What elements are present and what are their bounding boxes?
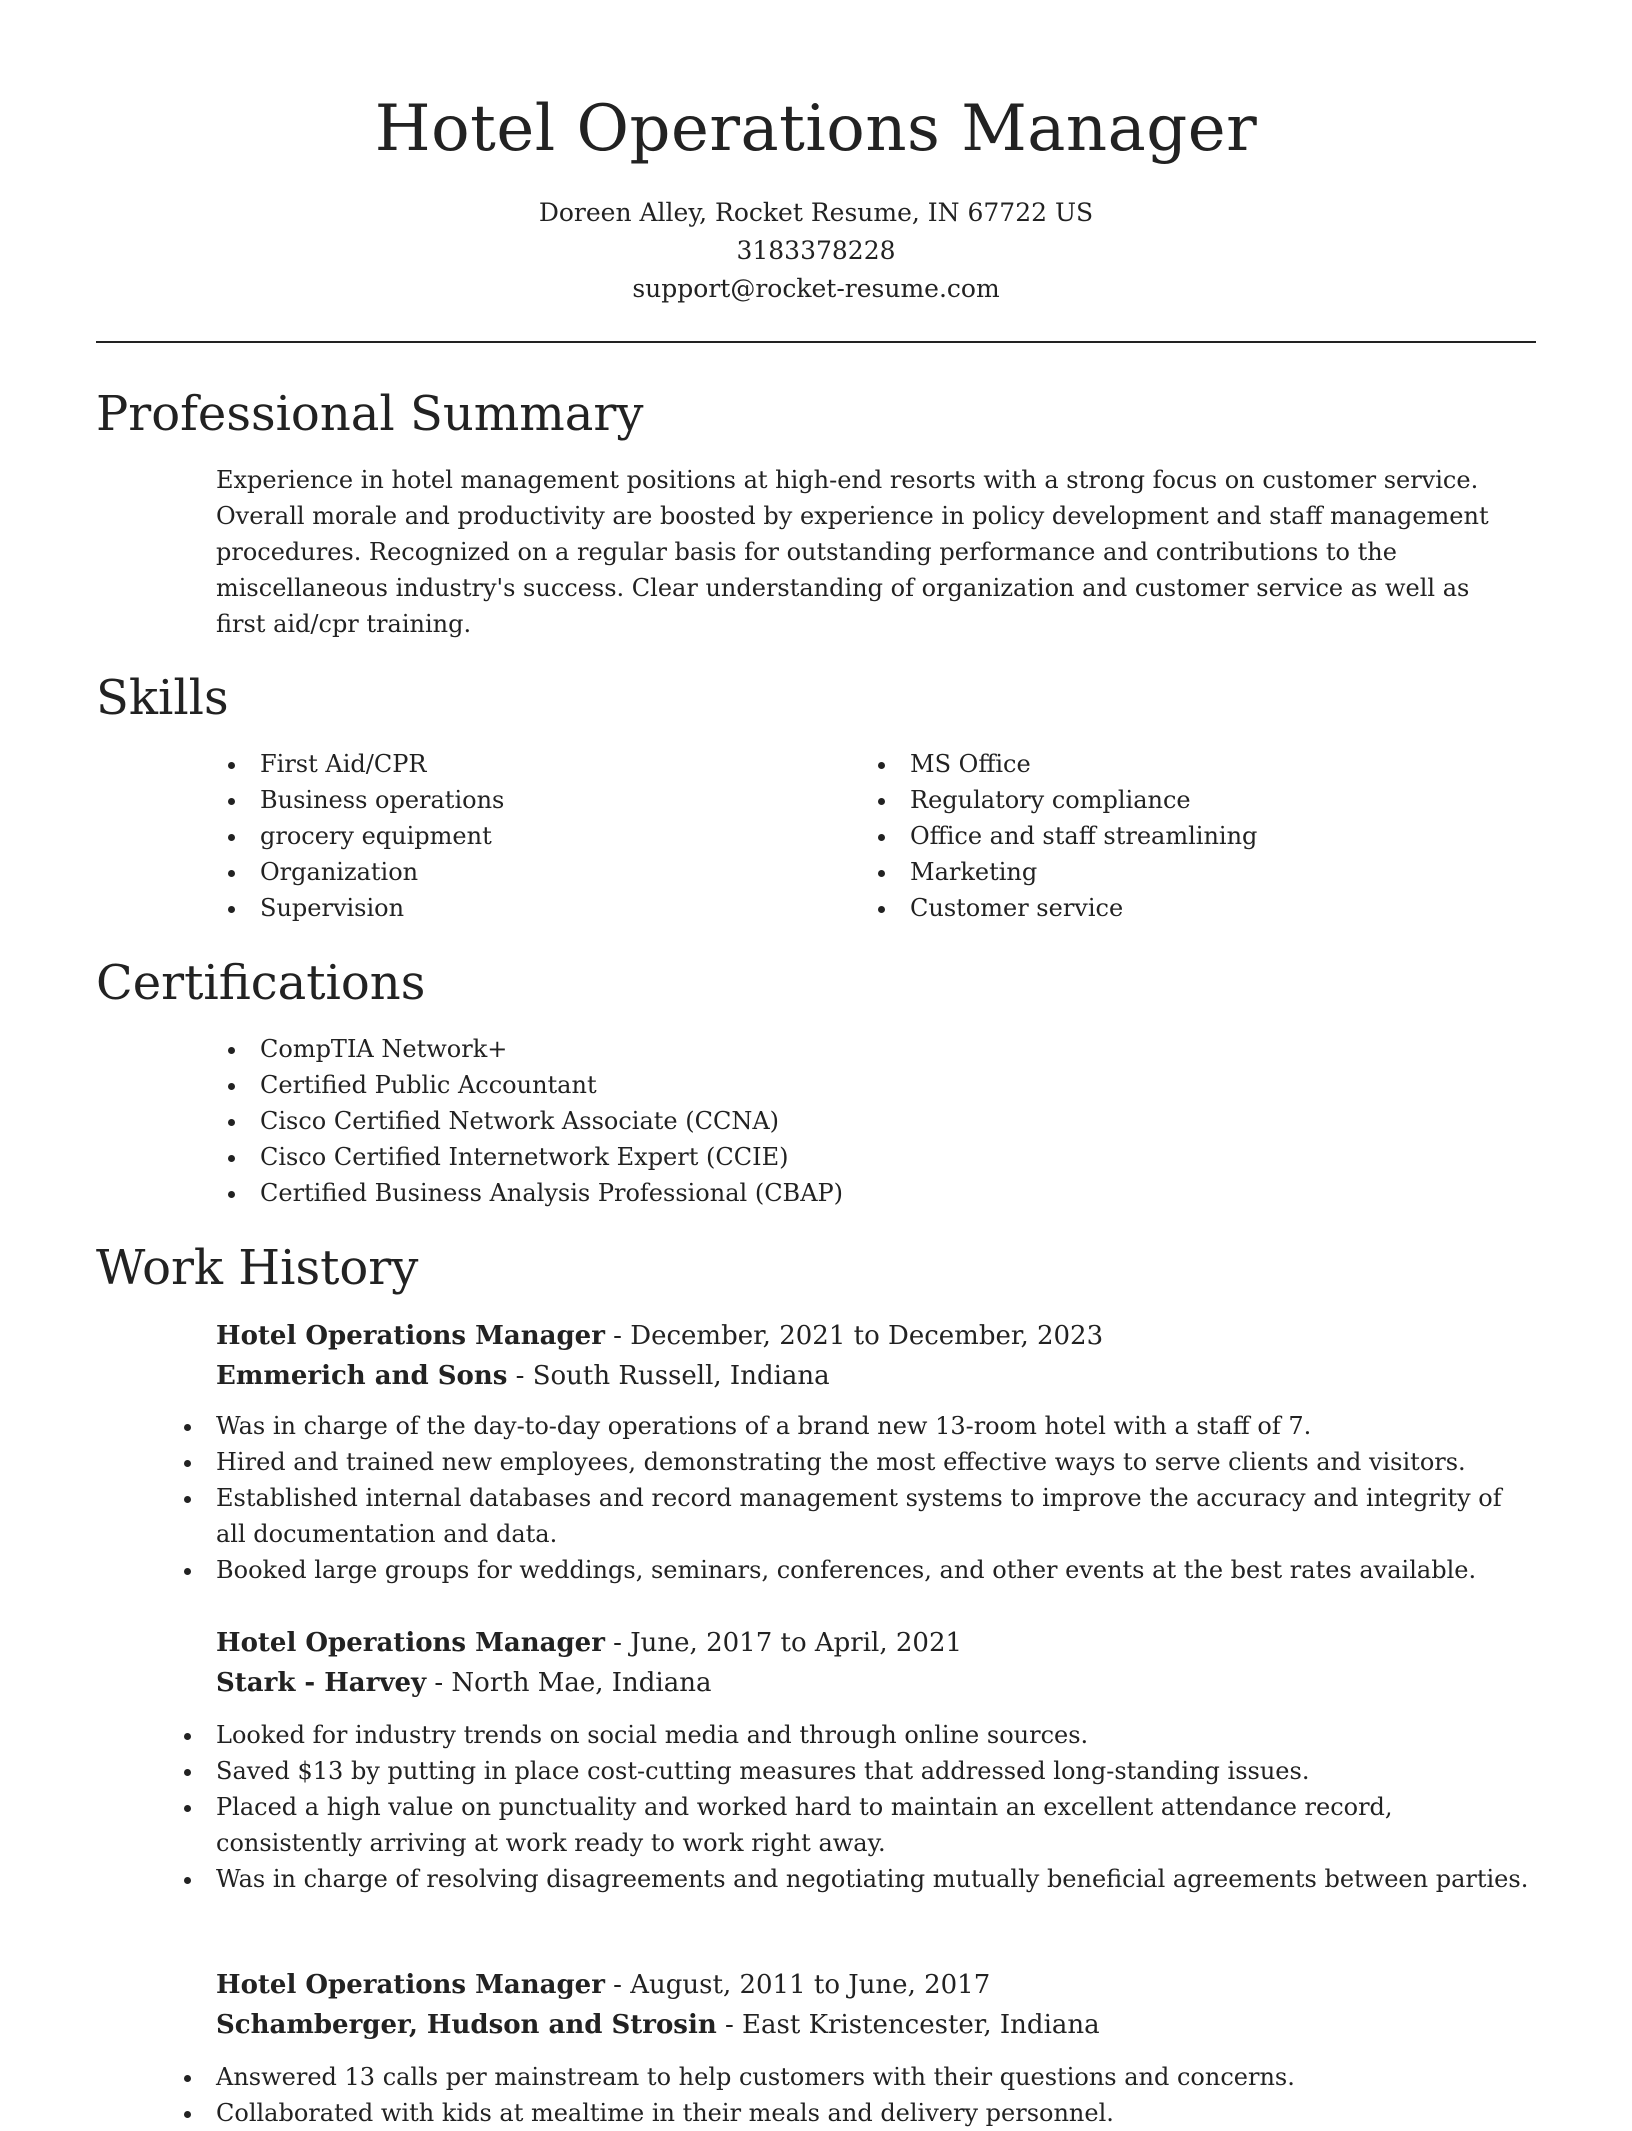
- certifications-list: [216, 1031, 843, 1211]
- skill-item: Customer service: [866, 890, 1257, 926]
- skills-list-right: [866, 746, 1257, 926]
- job-bullet: Looked for industry trends on social media and through online sources.: [172, 1717, 1536, 1753]
- certification-item: Cisco Certified Network Associate (CCNA): [216, 1103, 843, 1139]
- job-company: Schamberger, Hudson and Strosin: [216, 2010, 717, 2040]
- job-company: Emmerich and Sons: [216, 1361, 508, 1391]
- job-entry: [216, 1965, 1536, 2131]
- certification-item: Certified Business Analysis Professional (CBAP): [216, 1175, 843, 1211]
- skills-list-left: [216, 746, 504, 926]
- certification-item: Cisco Certified Internetwork Expert (CCIE): [216, 1139, 843, 1175]
- job-bullet: Placed a high value on punctuality and worked hard to maintain an excellent attendance record, consistently arriving at work ready to work right away.: [172, 1789, 1536, 1861]
- job-entry: [216, 1316, 1536, 1588]
- job-bullet: Booked large groups for weddings, seminars, conferences, and other events at the best rates available.: [172, 1552, 1536, 1588]
- contact-email: support@rocket-resume.com: [632, 274, 1000, 303]
- summary-text: Experience in hotel management positions at high-end resorts with a strong focus on customer service. Overall morale and productivity are boosted by experience in policy development and staff management procedures. Recognized on a regular basis for outstanding performance and contributions to the miscellaneous industry's success. Clear understanding of organization and customer service as well as first aid/cpr training.: [216, 466, 1489, 638]
- job-bullet: Answered 13 calls per mainstream to help customers with their questions and concerns.: [172, 2059, 1536, 2095]
- skill-item: Marketing: [866, 854, 1257, 890]
- job-bullet: Collaborated with kids at mealtime in their meals and delivery personnel.: [172, 2095, 1536, 2131]
- job-bullet: Was in charge of resolving disagreements and negotiating mutually beneficial agreements between parties.: [172, 1861, 1536, 1897]
- job-bullets: [172, 1408, 1536, 1588]
- summary-heading: Professional Summary: [96, 386, 644, 442]
- job-company: Stark - Harvey: [216, 1668, 427, 1698]
- header-divider: [96, 341, 1536, 343]
- skill-item: Regulatory compliance: [866, 782, 1257, 818]
- job-bullet: Hired and trained new employees, demonstrating the most effective ways to serve clients and visitors.: [172, 1444, 1536, 1480]
- job-bullet: Saved $13 by putting in place cost-cutting measures that addressed long-standing issues.: [172, 1753, 1536, 1789]
- job-title-line: [216, 1316, 1536, 1356]
- job-position: Hotel Operations Manager: [216, 1321, 605, 1351]
- job-company-line: [216, 2005, 1536, 2045]
- contact-address: Doreen Alley, Rocket Resume, IN 67722 US: [538, 198, 1094, 227]
- contact-block: [0, 194, 1632, 308]
- job-location: - South Russell, Indiana: [507, 1361, 830, 1391]
- job-bullet: Established internal databases and record management systems to improve the accuracy and integrity of all documentation and data.: [172, 1480, 1536, 1552]
- job-entry: [216, 1623, 1536, 1897]
- skill-item: Organization: [216, 854, 504, 890]
- job-bullets: [172, 1717, 1536, 1897]
- skill-item: Supervision: [216, 890, 504, 926]
- job-dates: - December, 2021 to December, 2023: [604, 1321, 1104, 1351]
- certifications-heading: Certifications: [96, 955, 426, 1011]
- job-company-line: [216, 1663, 1536, 1703]
- job-position: Hotel Operations Manager: [216, 1970, 605, 2000]
- certification-item: CompTIA Network+: [216, 1031, 843, 1067]
- skill-item: Business operations: [216, 782, 504, 818]
- job-location: - North Mae, Indiana: [426, 1668, 712, 1698]
- contact-phone: 3183378228: [736, 236, 896, 265]
- job-position: Hotel Operations Manager: [216, 1628, 605, 1658]
- job-dates: - June, 2017 to April, 2021: [604, 1628, 963, 1658]
- job-title-line: [216, 1623, 1536, 1663]
- skill-item: MS Office: [866, 746, 1257, 782]
- work-history-heading: Work History: [96, 1240, 419, 1296]
- job-bullet: Was in charge of the day-to-day operations of a brand new 13-room hotel with a staff of 7.: [172, 1408, 1536, 1444]
- skills-heading: Skills: [96, 670, 229, 726]
- job-company-line: [216, 1356, 1536, 1396]
- job-title-line: [216, 1965, 1536, 2005]
- skill-item: First Aid/CPR: [216, 746, 504, 782]
- candidate-name: Hotel Operations Manager: [374, 92, 1258, 166]
- skill-item: grocery equipment: [216, 818, 504, 854]
- skill-item: Office and staff streamlining: [866, 818, 1257, 854]
- resume-header: [0, 0, 1632, 308]
- job-dates: - August, 2011 to June, 2017: [604, 1970, 991, 2000]
- job-location: - East Kristencester, Indiana: [716, 2010, 1100, 2040]
- job-bullets: [172, 2059, 1536, 2131]
- certification-item: Certified Public Accountant: [216, 1067, 843, 1103]
